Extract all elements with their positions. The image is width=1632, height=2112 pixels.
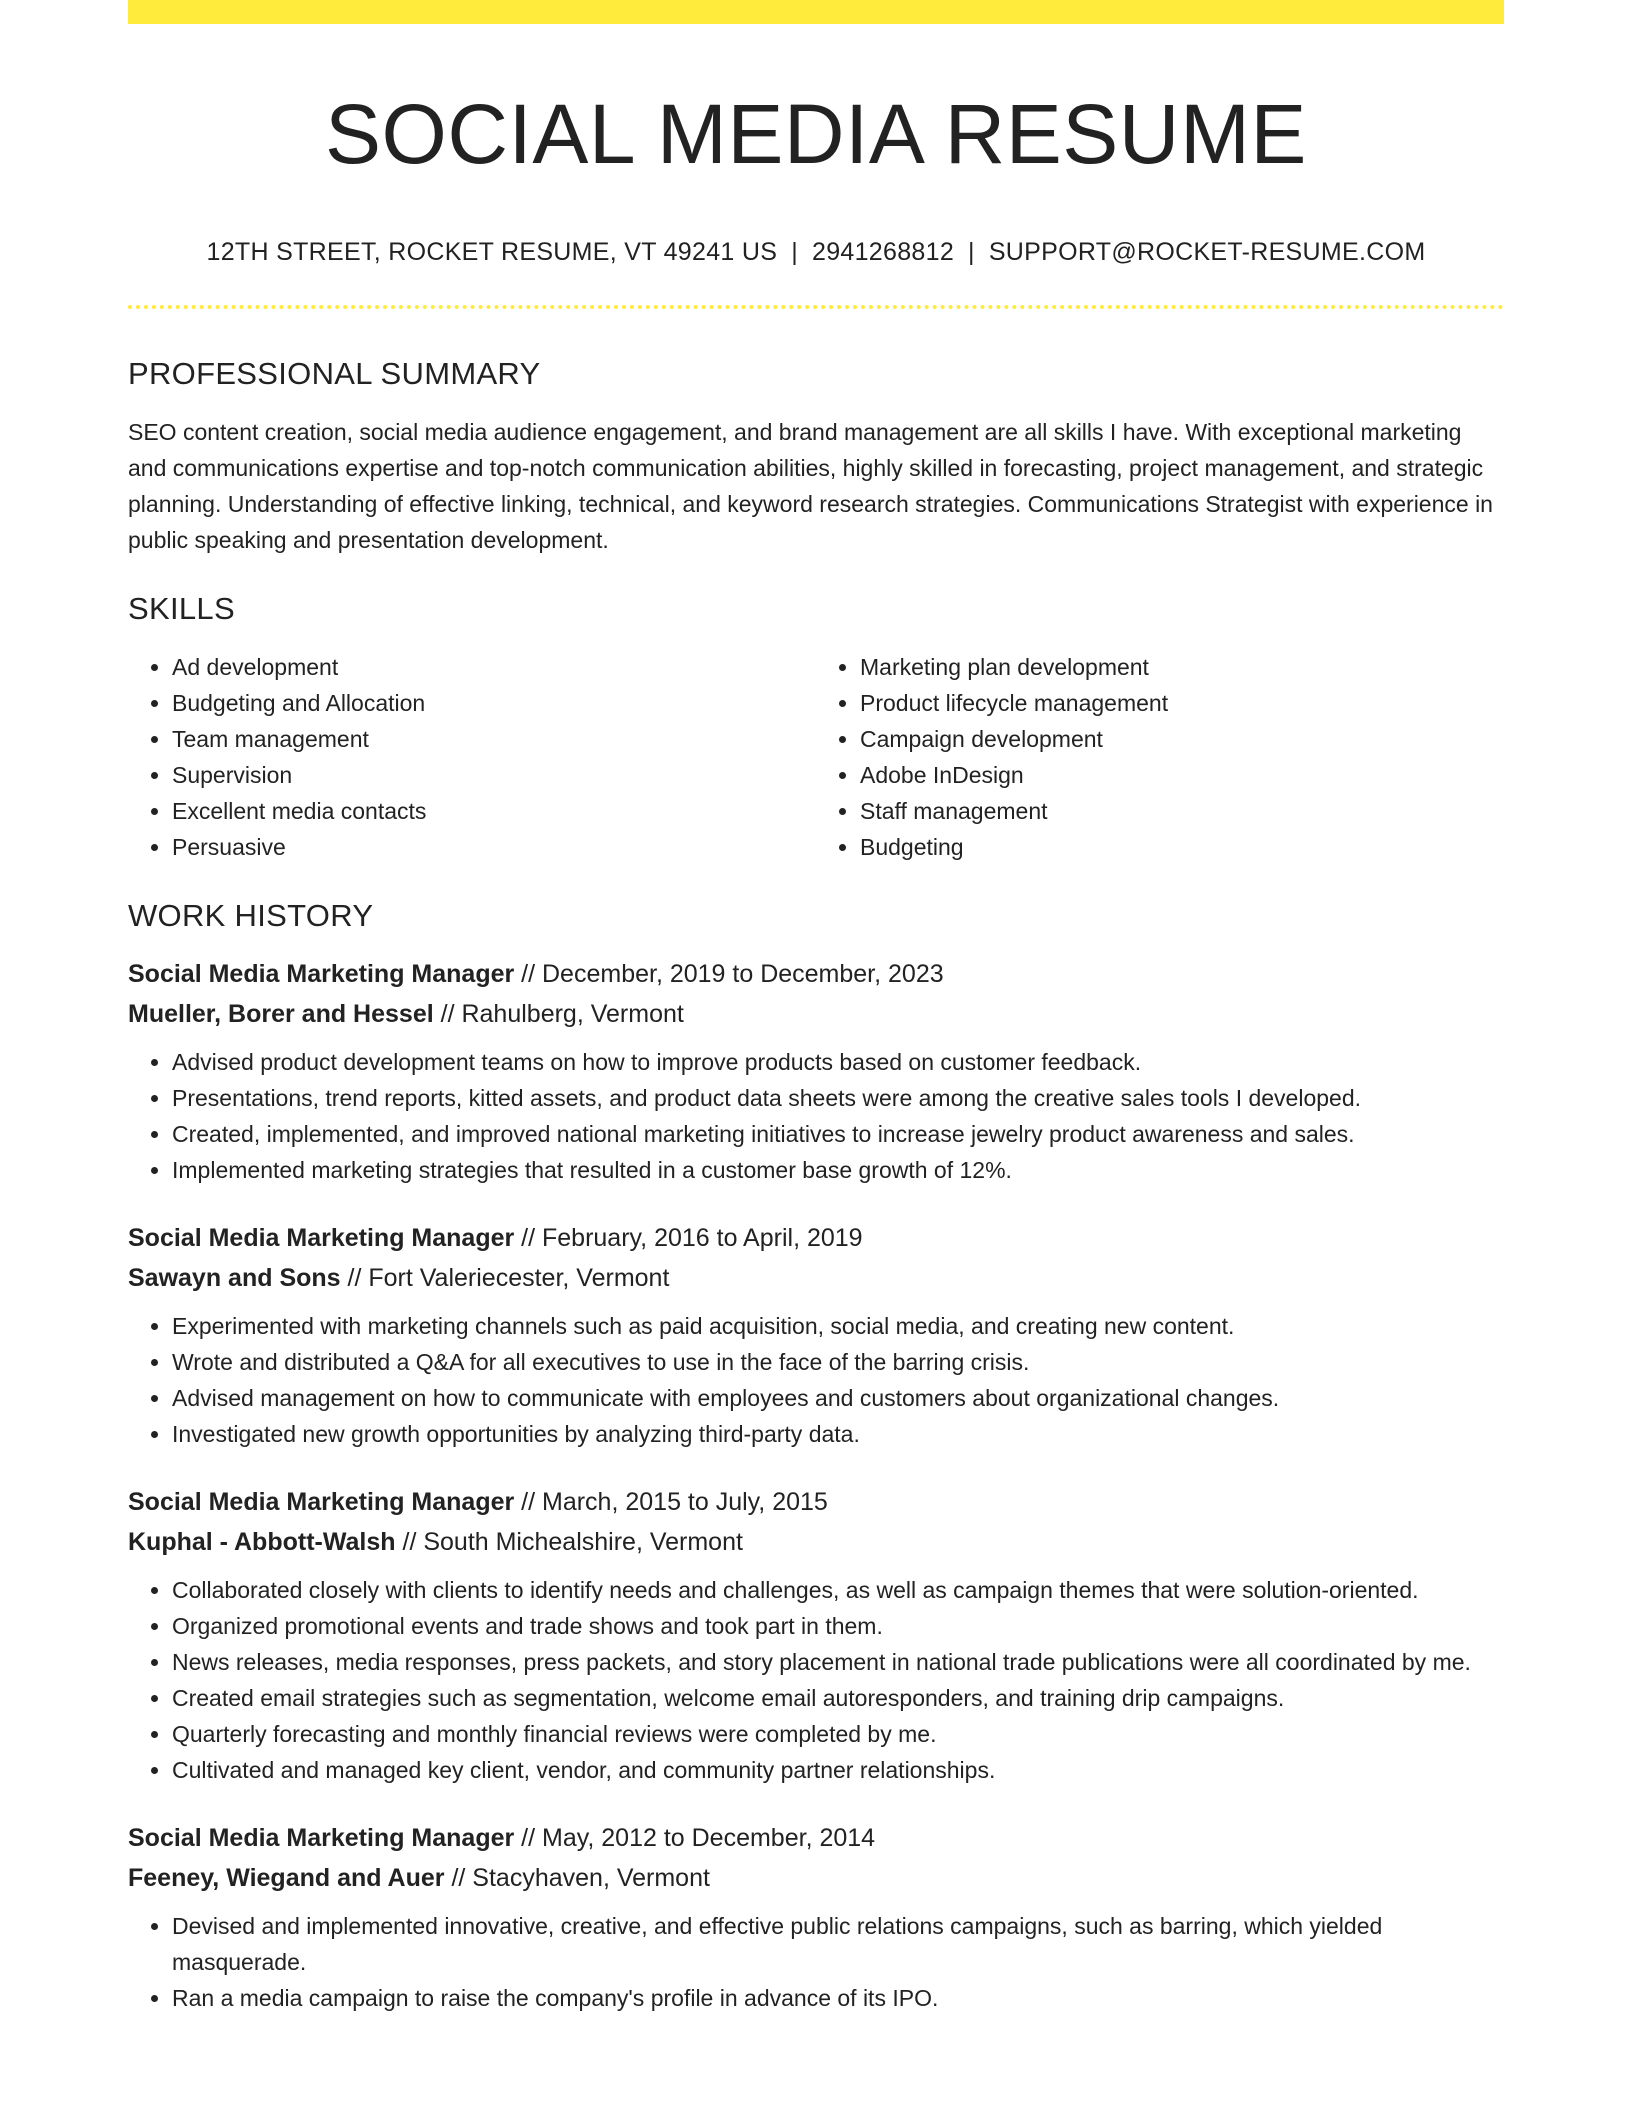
skills-heading: SKILLS: [128, 590, 235, 626]
job-bullets: [128, 1908, 1504, 2016]
skill-item: • Team management: [172, 721, 816, 757]
job-bullets: [128, 1044, 1504, 1188]
resume-page: [128, 0, 1504, 2016]
contact-phone: 2941268812: [811, 237, 955, 266]
job-bullets: [128, 1572, 1504, 1788]
job-position: Social Media Marketing Manager: [128, 1224, 515, 1253]
contact-separator: |: [791, 237, 798, 266]
dotted-divider: [128, 305, 1504, 309]
job-bullet: • Created, implemented, and improved national marketing initiatives to increase jewelry product awareness and sales.: [172, 1116, 1504, 1152]
job-entry: [128, 1482, 1504, 1788]
job-company-line: [128, 994, 1504, 1034]
contact-line: [128, 237, 1504, 267]
contact-address: 12TH STREET, ROCKET RESUME, VT 49241 US: [206, 237, 778, 266]
work-history-list: [128, 954, 1504, 2016]
skill-item: • Staff management: [860, 793, 1504, 829]
summary-text: SEO content creation, social media audience engagement, and brand management are all skills I have. With exceptional marketing and communications expertise and top-notch communication abilities, highly skilled in forecasting, project management, and strategic planning. Understanding of effective linking, technical, and keyword research strategies. Communications Strategist with experience in public speaking and presentation development.: [128, 418, 1493, 553]
skills-column-right: [816, 649, 1504, 865]
job-company-line: [128, 1258, 1504, 1298]
job-position: Social Media Marketing Manager: [128, 1824, 515, 1853]
summary-heading: PROFESSIONAL SUMMARY: [128, 355, 541, 391]
job-dates: // December, 2019 to December, 2023: [514, 960, 944, 989]
skill-item: • Supervision: [172, 757, 816, 793]
skills-list: [128, 649, 1504, 865]
contact-email: SUPPORT@ROCKET-RESUME.COM: [988, 237, 1426, 266]
skill-item: • Campaign development: [860, 721, 1504, 757]
job-bullet: • Cultivated and managed key client, vendor, and community partner relationships.: [172, 1752, 1504, 1788]
job-title-line: [128, 954, 1504, 994]
job-bullet: • Advised management on how to communicate with employees and customers about organizational changes.: [172, 1380, 1504, 1416]
job-position: Social Media Marketing Manager: [128, 1488, 515, 1517]
skill-item: • Persuasive: [172, 829, 816, 865]
job-title-line: [128, 1818, 1504, 1858]
job-entry: [128, 954, 1504, 1188]
job-position: Social Media Marketing Manager: [128, 960, 515, 989]
job-company: Mueller, Borer and Hessel: [128, 1000, 434, 1029]
skill-item: • Marketing plan development: [860, 649, 1504, 685]
job-location: // South Michealshire, Vermont: [395, 1528, 743, 1557]
job-bullet: • Devised and implemented innovative, creative, and effective public relations campaigns, such as barring, which yielded masquerade.: [172, 1908, 1504, 1980]
job-bullet: • Created email strategies such as segmentation, welcome email autoresponders, and training drip campaigns.: [172, 1680, 1504, 1716]
job-location: // Fort Valeriecester, Vermont: [340, 1264, 670, 1293]
job-bullet: • Experimented with marketing channels such as paid acquisition, social media, and creating new content.: [172, 1308, 1504, 1344]
job-bullet: • Quarterly forecasting and monthly financial reviews were completed by me.: [172, 1716, 1504, 1752]
skill-item: • Ad development: [172, 649, 816, 685]
job-bullets: [128, 1308, 1504, 1452]
skill-item: • Product lifecycle management: [860, 685, 1504, 721]
job-bullet: • Ran a media campaign to raise the company's profile in advance of its IPO.: [172, 1980, 1504, 2016]
job-bullet: • Implemented marketing strategies that resulted in a customer base growth of 12%.: [172, 1152, 1504, 1188]
job-bullet: • News releases, media responses, press packets, and story placement in national trade publications were all coordinated by me.: [172, 1644, 1504, 1680]
job-bullet: • Collaborated closely with clients to identify needs and challenges, as well as campaign themes that were solution-oriented.: [172, 1572, 1504, 1608]
job-company-line: [128, 1522, 1504, 1562]
job-bullet: • Wrote and distributed a Q&A for all executives to use in the face of the barring crisis.: [172, 1344, 1504, 1380]
job-dates: // February, 2016 to April, 2019: [514, 1224, 863, 1253]
job-company: Kuphal - Abbott-Walsh: [128, 1528, 396, 1557]
job-bullet: • Advised product development teams on how to improve products based on customer feedback.: [172, 1044, 1504, 1080]
job-company: Feeney, Wiegand and Auer: [128, 1864, 445, 1893]
job-title-line: [128, 1482, 1504, 1522]
contact-separator: |: [968, 237, 975, 266]
job-dates: // March, 2015 to July, 2015: [514, 1488, 828, 1517]
job-company: Sawayn and Sons: [128, 1264, 341, 1293]
work-history-heading: WORK HISTORY: [128, 898, 374, 934]
skill-item: • Adobe InDesign: [860, 757, 1504, 793]
job-company-line: [128, 1858, 1504, 1898]
job-dates: // May, 2012 to December, 2014: [514, 1824, 876, 1853]
skills-column-left: [128, 649, 816, 865]
top-accent-bar: [128, 0, 1504, 24]
job-bullet: • Presentations, trend reports, kitted assets, and product data sheets were among the creative sales tools I developed.: [172, 1080, 1504, 1116]
resume-title: SOCIAL MEDIA RESUME: [325, 87, 1307, 181]
job-bullet: • Investigated new growth opportunities by analyzing third-party data.: [172, 1416, 1504, 1452]
job-entry: [128, 1218, 1504, 1452]
job-entry: [128, 1818, 1504, 2016]
job-location: // Rahulberg, Vermont: [433, 1000, 684, 1029]
job-location: // Stacyhaven, Vermont: [444, 1864, 710, 1893]
skill-item: • Budgeting: [860, 829, 1504, 865]
job-bullet: • Organized promotional events and trade shows and took part in them.: [172, 1608, 1504, 1644]
skill-item: • Budgeting and Allocation: [172, 685, 816, 721]
skill-item: • Excellent media contacts: [172, 793, 816, 829]
job-title-line: [128, 1218, 1504, 1258]
